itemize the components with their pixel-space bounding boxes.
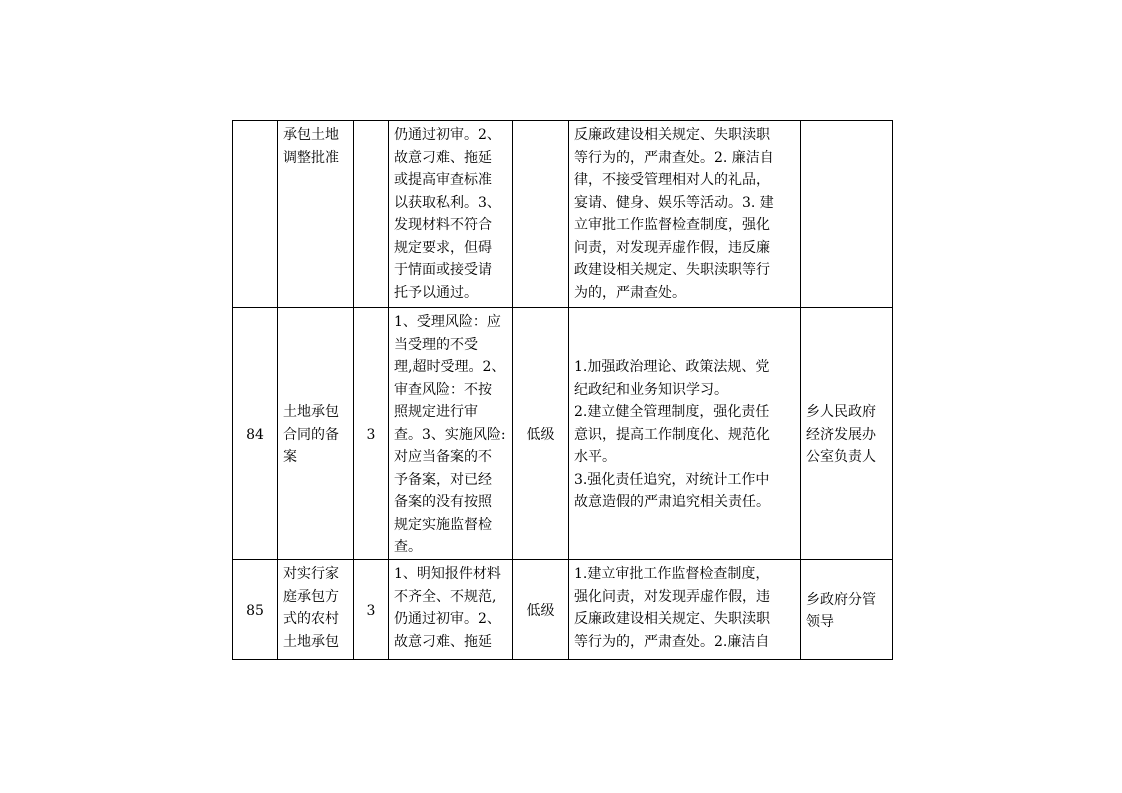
risk-description-line: 查。3、实施风险: xyxy=(394,426,506,443)
item-name-cell xyxy=(278,308,354,560)
prevention-measures-cell xyxy=(569,560,801,660)
prevention-measures-cell xyxy=(569,121,801,308)
risk-description-line: 于情面或接受请 xyxy=(394,262,492,278)
risk-description-line: 照规定进行审 xyxy=(394,404,478,420)
table-row xyxy=(233,121,893,308)
prevention-measures-line: 纪政纪和业务知识学习。 xyxy=(574,381,728,398)
responsible-person-line: 乡人民政府 xyxy=(806,404,876,421)
prevention-measures-line: 等行为的，严肃查处。2.廉洁自 xyxy=(574,633,770,650)
row-number-cell xyxy=(233,121,278,308)
prevention-measures-line: 等行为的，严肃查处。2. 廉洁自 xyxy=(574,149,774,166)
prevention-measures-line: 政建设相关规定、失职渎职等行 xyxy=(574,262,770,278)
risk-description-line: 予备案，对已经 xyxy=(394,471,492,488)
risk-description-line: 或提高审查标准 xyxy=(394,172,492,188)
table-row xyxy=(233,308,893,560)
item-name-cell xyxy=(278,560,354,660)
responsible-person-line: 领导 xyxy=(806,614,834,630)
prevention-measures-line: 3.强化责任追究，对统计工作中 xyxy=(574,471,770,488)
prevention-measures-line: 水平。 xyxy=(574,449,616,466)
prevention-measures-line: 反廉政建设相关规定、失职渎职 xyxy=(574,127,770,143)
responsible-person-line: 乡政府分管 xyxy=(806,591,876,608)
risk-description-cell xyxy=(389,121,513,308)
responsible-person-line: 经济发展办 xyxy=(806,426,876,443)
risk-description-line: 当受理的不受 xyxy=(394,336,478,353)
risk-level-cell xyxy=(513,121,569,308)
prevention-measures-line: 2.建立健全管理制度，强化责任 xyxy=(574,404,770,421)
prevention-measures-line: 1.建立审批工作监督检查制度， xyxy=(574,566,770,582)
prevention-measures-line: 强化问责，对发现弄虚作假，违 xyxy=(574,588,770,605)
prevention-measures-cell xyxy=(569,308,801,560)
prevention-measures-line: 为的，严肃查处。 xyxy=(574,284,686,301)
risk-description-line: 规定要求，但碍 xyxy=(394,239,492,256)
prevention-measures-line: 立审批工作监督检查制度，强化 xyxy=(574,217,770,233)
row-number-cell: 84 xyxy=(233,308,278,560)
risk-description-line: 发现材料不符合 xyxy=(394,217,492,233)
responsible-person-line: 公室负责人 xyxy=(806,449,876,466)
risk-description-line: 以获取私利。3、 xyxy=(394,194,501,211)
prevention-measures-line: 宴请、健身、娱乐等活动。3. 建 xyxy=(574,194,774,211)
risk-description-line: 备案的没有按照 xyxy=(394,494,492,510)
prevention-measures-line: 问责，对发现弄虚作假，违反廉 xyxy=(574,239,770,256)
risk-description-line: 对应当备案的不 xyxy=(394,449,492,465)
risk-description-line: 1、受理风险：应 xyxy=(394,314,501,330)
item-name-line: 式的农村 xyxy=(283,611,339,627)
risk-description-line: 仍通过初审。2、 xyxy=(394,611,501,627)
risk-description-cell xyxy=(389,308,513,560)
risk-description-line: 规定实施监督检 xyxy=(394,516,492,533)
risk-points-cell: 3 xyxy=(354,308,389,560)
prevention-measures-line: 反廉政建设相关规定、失职渎职 xyxy=(574,611,770,627)
table-row xyxy=(233,560,893,660)
risk-description-line: 故意刁难、拖延 xyxy=(394,149,492,166)
risk-description-line: 查。 xyxy=(394,539,422,555)
item-name-line: 案 xyxy=(283,449,297,466)
risk-points-cell xyxy=(354,121,389,308)
risk-control-table xyxy=(232,120,893,660)
item-name-line: 承包土地 xyxy=(283,127,339,143)
prevention-measures-line: 律，不接受管理相对人的礼品， xyxy=(574,172,770,188)
item-name-line: 土地承包 xyxy=(283,633,339,650)
risk-description-line: 审查风险：不按 xyxy=(394,381,492,398)
risk-description-line: 理,超时受理。2、 xyxy=(394,359,506,375)
prevention-measures-line: 1.加强政治理论、政策法规、党 xyxy=(574,359,770,376)
responsible-person-cell xyxy=(801,308,893,560)
risk-level-cell: 低级 xyxy=(513,308,569,560)
item-name-line: 庭承包方 xyxy=(283,588,339,605)
risk-description-cell xyxy=(389,560,513,660)
risk-description-line: 1、明知报件材料 xyxy=(394,566,501,582)
prevention-measures-line: 故意造假的严肃追究相关责任。 xyxy=(574,494,770,511)
risk-description-line: 不齐全、不规范, xyxy=(394,588,497,605)
responsible-person-cell xyxy=(801,560,893,660)
risk-points-cell: 3 xyxy=(354,560,389,660)
prevention-measures-line: 意识，提高工作制度化、规范化 xyxy=(574,426,770,443)
risk-description-line: 托予以通过。 xyxy=(394,284,478,301)
item-name-line: 对实行家 xyxy=(283,566,339,582)
item-name-line: 土地承包 xyxy=(283,404,339,421)
risk-description-line: 仍通过初审。2、 xyxy=(394,127,501,143)
responsible-person-cell xyxy=(801,121,893,308)
risk-level-cell: 低级 xyxy=(513,560,569,660)
risk-description-line: 故意刁难、拖延 xyxy=(394,633,492,650)
row-number-cell: 85 xyxy=(233,560,278,660)
item-name-line: 调整批准 xyxy=(283,149,339,166)
item-name-cell xyxy=(278,121,354,308)
item-name-line: 合同的备 xyxy=(283,426,339,443)
